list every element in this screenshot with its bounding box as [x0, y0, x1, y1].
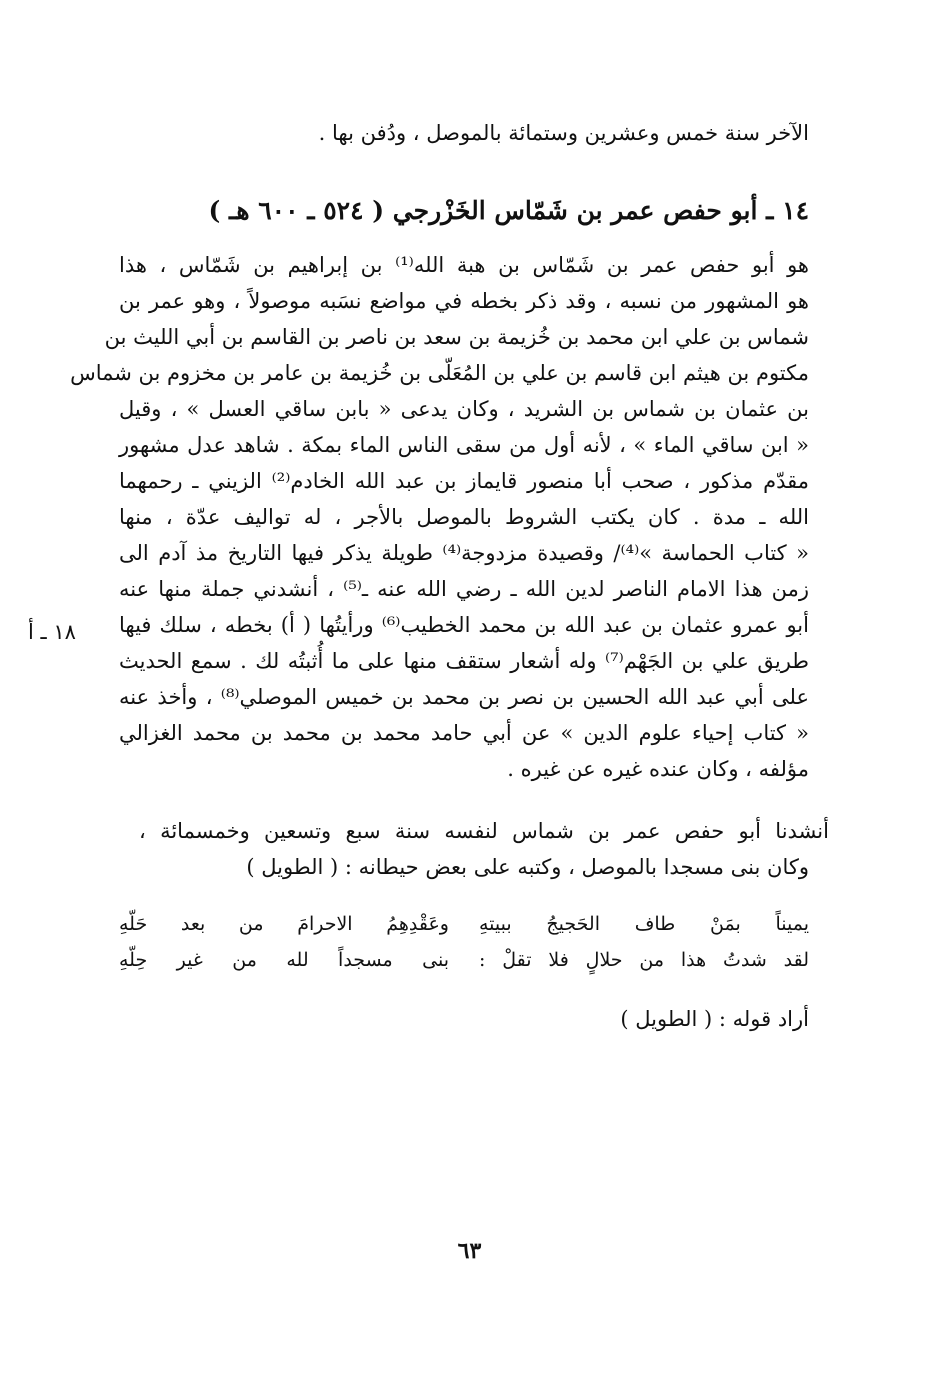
paragraph-line: « كتاب الحماسة »⁽⁴⁾/ وقصيدة مزدوجة⁽⁴⁾ طويلة يذكر فيها التاريخ مذ آدم الى: [119, 541, 809, 565]
paragraph-line: « كتاب إحياء علوم الدين » عن أبي حامد محمد بن محمد بن محمد الغزالي: [119, 721, 809, 745]
page-number: ٦٣: [457, 1238, 482, 1264]
closing-line: أراد قوله : ( الطويل ): [620, 1007, 809, 1031]
verse-first-hemistich: يميناً بمَنْ طاف الحَجيجُ ببيتهِ: [479, 913, 809, 935]
paragraph-line: طريق علي بن الجَهْم⁽⁷⁾ وله أشعار ستقف منها على ما أُثبتُه لك . سمع الحديث: [119, 649, 809, 673]
verse-second-hemistich: بنى مسجداً لله من غير حِلّهِ: [119, 949, 449, 971]
paragraph-line: بن عثمان بن شماس بن الشريد ، وكان يدعى « بابن ساقي العسل » ، وقيل: [119, 397, 809, 421]
margin-folio-note: ١٨ ـ أ: [28, 620, 76, 644]
paragraph-line: وكان بنى مسجدا بالموصل ، وكتبه على بعض حيطانه : ( الطويل ): [246, 855, 809, 879]
paragraph-line: على أبي عبد الله الحسين بن نصر بن محمد بن خميس الموصلي⁽⁸⁾ ، وأخذ عنه: [119, 685, 809, 709]
paragraph-line: مكتوم بن هيثم ابن قاسم بن علي بن المُعَلّى بن خُزيمة بن عامر بن مخزوم بن شماس: [70, 361, 809, 385]
section-heading: ١٤ ـ أبو حفص عمر بن شَمّاس الخَزْرجي ( ٥٢٤ ـ ٦٠٠ هـ ): [208, 196, 809, 225]
verse-line: [119, 910, 809, 938]
paragraph-line: هو المشهور من نسبه ، وقد ذكر بخطه في مواضع نسَبه موصولاً ، وهو عمر بن: [119, 289, 809, 313]
paragraph-line: الله ـ مدة . كان يكتب الشروط بالموصل بالأجر ، له تواليف عدّة ، منها: [119, 505, 809, 529]
paragraph-line: أنشدنا أبو حفص عمر بن شماس لنفسه سنة سبع وتسعين وخمسمائة ،: [139, 819, 829, 843]
verse-second-hemistich: وعَقْدِهِمُ الاحرامَ من بعد حَلّهِ: [119, 913, 449, 935]
paragraph-line: زمن هذا الامام الناصر لدين الله ـ رضي الله عنه ـ⁽⁵⁾ ، أنشدني جملة منها عنه: [119, 577, 810, 601]
verse-first-hemistich: لقد شدتُ هذا من حلالٍ فلا تقلْ :: [479, 949, 809, 971]
paragraph-line: أبو عمرو عثمان بن عبد الله بن محمد الخطيب⁽⁶⁾ ورأيتُها ( أ) بخطه ، سلك فيها: [119, 613, 809, 637]
paragraph-line: شماس بن علي ابن محمد بن خُزيمة بن سعد بن ناصر بن القاسم بن أبي الليث بن: [104, 325, 809, 349]
paragraph-line: هو أبو حفص عمر بن شَمّاس بن هبة الله⁽¹⁾ بن إبراهيم بن شَمّاس ، هذا: [119, 253, 809, 277]
paragraph-line: « ابن ساقي الماء » ، لأنه أول من سقى الناس الماء بمكة . شاهد عدل مشهور: [119, 433, 809, 457]
top-line: الآخر سنة خمس وعشرين وستمائة بالموصل ، ودُفن بها .: [318, 121, 809, 145]
paragraph-line: مقدّم مذكور ، صحب أبا منصور قايماز بن عبد الله الخادم⁽²⁾ الزيني ـ رحمهما: [119, 469, 809, 493]
paragraph-line: مؤلفه ، وكان عنده غيره عن غيره .: [507, 757, 809, 781]
verse-line: [119, 946, 809, 974]
